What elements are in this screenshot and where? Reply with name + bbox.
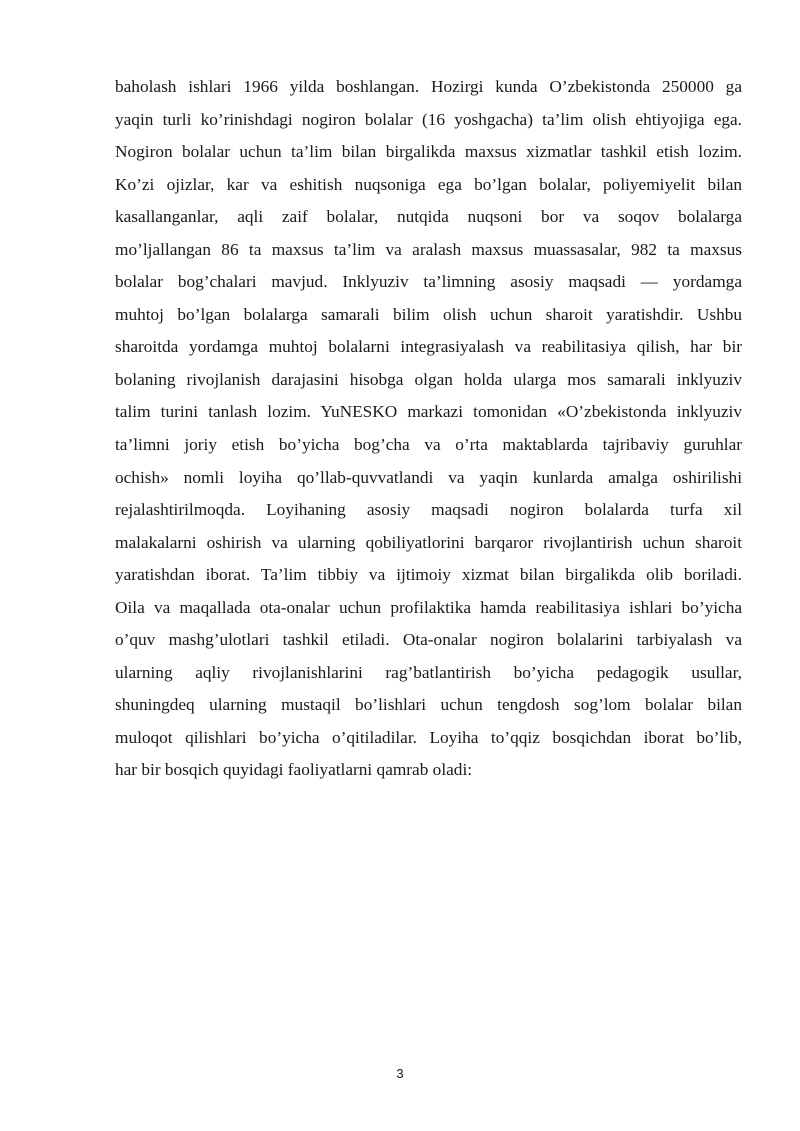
paragraph-line: shuningdeq ularning mustaqil bo’lishlari uchun tengdosh sog’lom bolalar bilan [115,695,742,715]
page-number: 3 [396,1066,404,1081]
paragraph-line: Nogiron bolalar uchun ta’lim bilan birgalikda maxsus xizmatlar tashkil etish lozim. [115,142,742,162]
paragraph-line: sharoitda yordamga muhtoj bolalarni integrasiyalash va reabilitasiya qilish, har bir [115,337,742,357]
paragraph-line: mo’ljallangan 86 ta maxsus ta’lim va aralash maxsus muassasalar, 982 ta maxsus [115,239,742,259]
paragraph-line: ochish» nomli loyiha qo’llab-quvvatlandi va yaqin kunlarda amalga oshirilishi [115,467,742,487]
paragraph-line: yaqin turli ko’rinishdagi nogiron bolalar (16 yoshgacha) ta’lim olish ehtiyojiga ega. [115,109,742,129]
body-paragraph [115,71,742,787]
paragraph-line: kasallanganlar, aqli zaif bolalar, nutqida nuqsoni bor va soqov bolalarga [115,207,742,227]
paragraph-line: muloqot qilishlari bo’yicha o’qitiladilar. Loyiha to’qqiz bosqichdan iborat bo’lib, [115,727,742,747]
paragraph-line: rejalashtirilmoqda. Loyihaning asosiy maqsadi nogiron bolalarda turfa xil [115,500,742,520]
paragraph-line: Ko’zi ojizlar, kar va eshitish nuqsoniga ega bo’lgan bolalar, poliyemiyelit bilan [115,174,742,194]
paragraph-line: ularning aqliy rivojlanishlarini rag’batlantirish bo’yicha pedagogik usullar, [115,662,742,682]
paragraph-line: yaratishdan iborat. Ta’lim tibbiy va ijtimoiy xizmat bilan birgalikda olib boriladi. [115,565,742,585]
paragraph-line: Oila va maqallada ota-onalar uchun profilaktika hamda reabilitasiya ishlari bo’yicha [115,597,742,617]
paragraph-line: bolaning rivojlanish darajasini hisobga olgan holda ularga mos samarali inklyuziv [115,369,742,389]
paragraph-line: ta’limni joriy etish bo’yicha bog’cha va o’rta maktablarda tajribaviy guruhlar [115,435,742,455]
paragraph-line: har bir bosqich quyidagi faoliyatlarni qamrab oladi: [115,760,473,780]
paragraph-line: baholash ishlari 1966 yilda boshlangan. Hozirgi kunda O’zbekistonda 250000 ga [115,77,742,96]
paragraph-line: muhtoj bo’lgan bolalarga samarali bilim olish uchun sharoit yaratishdir. Ushbu [115,304,742,324]
paragraph-line: malakalarni oshirish va ularning qobiliyatlorini barqaror rivojlantirish uchun sharoit [115,532,742,552]
paragraph-line: o’quv mashg’ulotlari tashkil etiladi. Ota-onalar nogiron bolalarini tarbiyalash va [115,630,742,650]
paragraph-line: talim turini tanlash lozim. YuNESKO markazi tomonidan «O’zbekistonda inklyuziv [115,402,742,422]
paragraph-line: bolalar bog’chalari mavjud. Inklyuziv ta’limning asosiy maqsadi — yordamga [115,272,742,292]
